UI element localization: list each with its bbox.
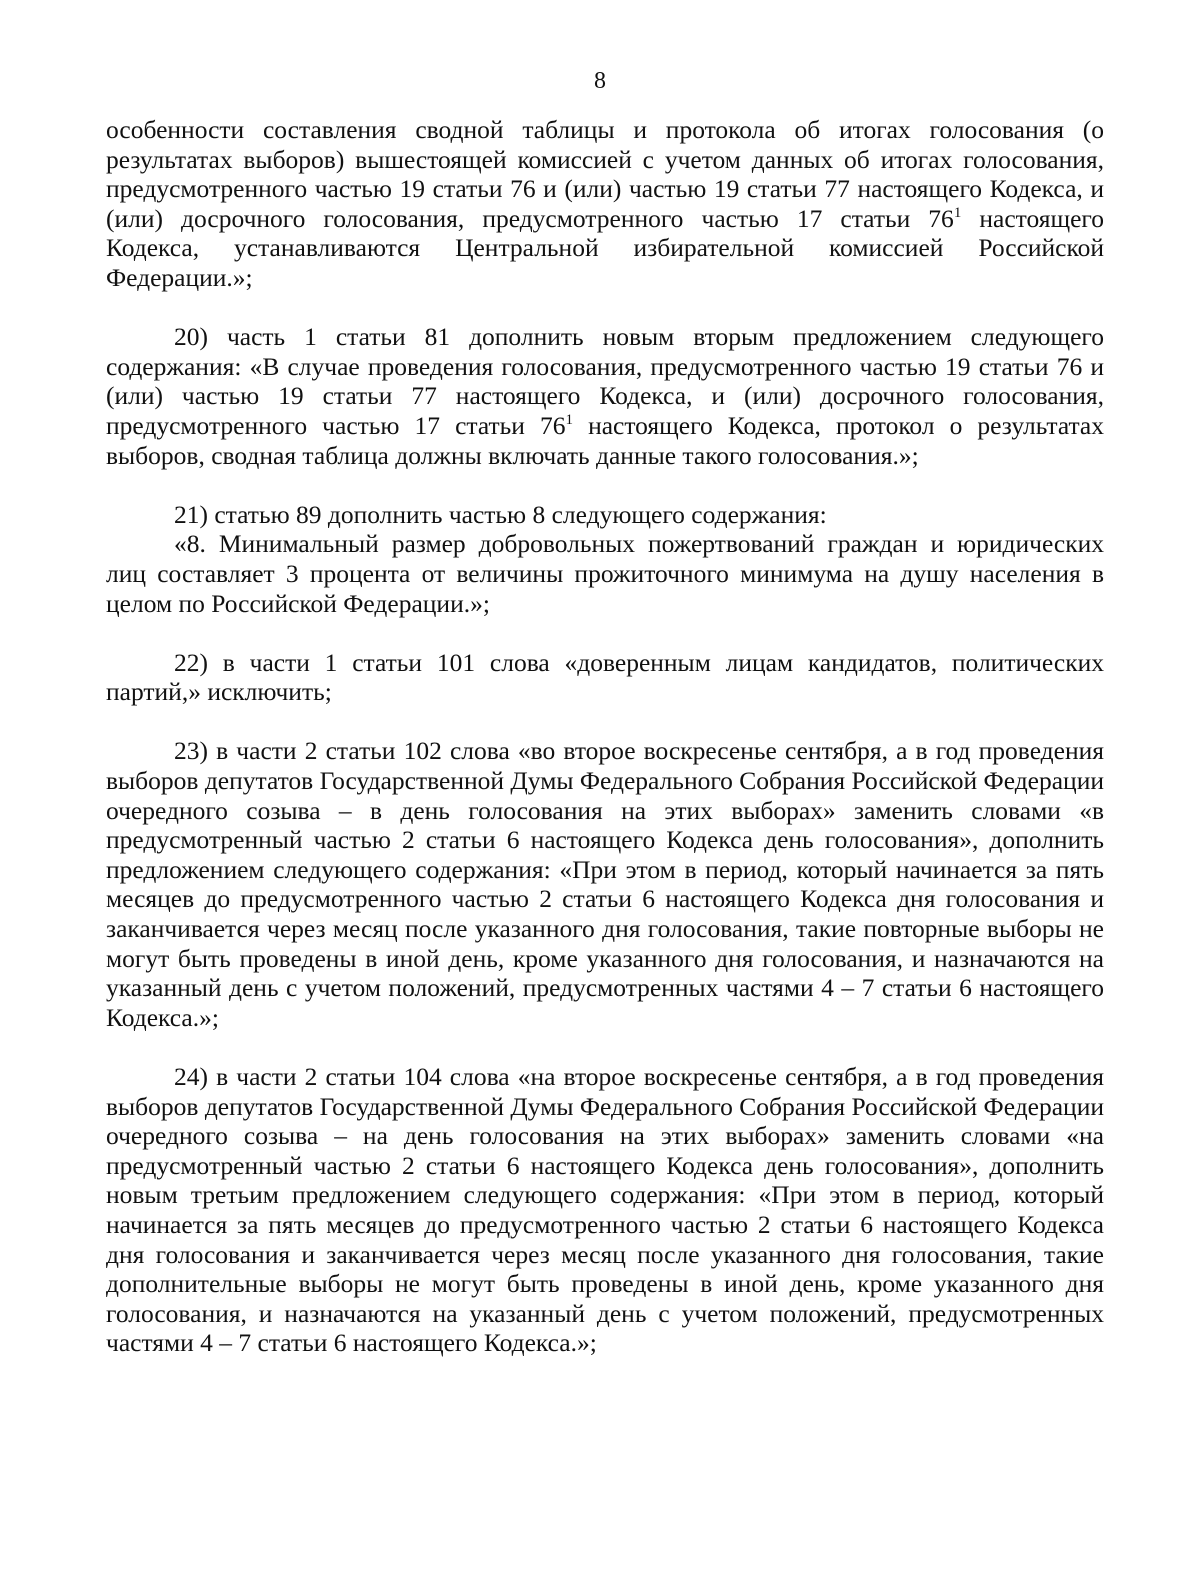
- superscript-article-index: 1: [953, 204, 962, 221]
- superscript-article-index: 1: [565, 411, 574, 428]
- paragraph-item-20-text-b: настоящего Кодекса, протокол о результатах выборов, сводная таблица должны включать данные такого голосования.»;: [106, 410, 1104, 470]
- paragraph-continuation-text-a: особенности составления сводной таблицы и протокола об итогах голосования (о результатах выборов) вышестоящей комиссией с учетом данных об итогах голосования, предусмотренного частью 19 статьи 76 и (или) частью 19 статьи 77 настоящего Кодекса, и (или) досрочного голосования, предусмотренного частью 17 статьи 76: [106, 115, 1104, 233]
- document-body: [106, 115, 1104, 1358]
- paragraph-item-21-quote: «8. Минимальный размер добровольных пожертвований граждан и юридических лиц составляет 3 процента от величины прожиточного минимума на душу населения в целом по Российской Федерации.»;: [106, 529, 1104, 618]
- paragraph-item-24: 24) в части 2 статьи 104 слова «на второе воскресенье сентября, а в год проведения выборов депутатов Государственной Думы Федерального Собрания Российской Федерации очередного созыва – на день голосования на этих выборах» заменить словами «на предусмотренный частью 2 статьи 6 настоящего Кодекса день голосования», дополнить новым третьим предложением следующего содержания: «При этом в период, который начинается за пять месяцев до предусмотренного частью 2 статьи 6 настоящего Кодекса дня голосования и заканчивается через месяц после указанного дня голосования, такие дополнительные выборы не могут быть проведены в иной день, кроме указанного дня голосования, и назначаются на указанный день с учетом положений, предусмотренных частями 4 – 7 статьи 6 настоящего Кодекса.»;: [106, 1062, 1104, 1358]
- paragraph-item-21: 21) статью 89 дополнить частью 8 следующего содержания:: [174, 499, 827, 529]
- page-number: 8: [594, 68, 606, 94]
- paragraph-continuation-text-b: настоящего Кодекса, устанавливаются Центральной избирательной комиссией Российской Федерации.»;: [106, 203, 1104, 292]
- paragraph-item-20: [106, 322, 1104, 470]
- paragraph-item-23: 23) в части 2 статьи 102 слова «во второе воскресенье сентября, а в год проведения выборов депутатов Государственной Думы Федерального Собрания Российской Федерации очередного созыва – в день голосования на этих выборах» заменить словами «в предусмотренный частью 2 статьи 6 настоящего Кодекса день голосования», дополнить предложением следующего содержания: «При этом в период, который начинается за пять месяцев до предусмотренного частью 2 статьи 6 настоящего Кодекса дня голосования и заканчивается через месяц после указанного дня голосования, такие повторные выборы не могут быть проведены в иной день, кроме указанного дня голосования, и назначаются на указанный день с учетом положений, предусмотренных частями 4 – 7 статьи 6 настоящего Кодекса.»;: [106, 736, 1104, 1032]
- paragraph-item-20-text-a: 20) часть 1 статьи 81 дополнить новым вторым предложением следующего содержания: «В случае проведения голосования, предусмотренного частью 19 статьи 76 и (или) частью 19 статьи 77 настоящего Кодекса, и (или) досрочного голосования, предусмотренного частью 17 статьи 76: [106, 322, 1104, 440]
- paragraph-continuation: [106, 115, 1104, 293]
- paragraph-item-22: 22) в части 1 статьи 101 слова «доверенным лицам кандидатов, политических партий,» исключить;: [106, 647, 1104, 707]
